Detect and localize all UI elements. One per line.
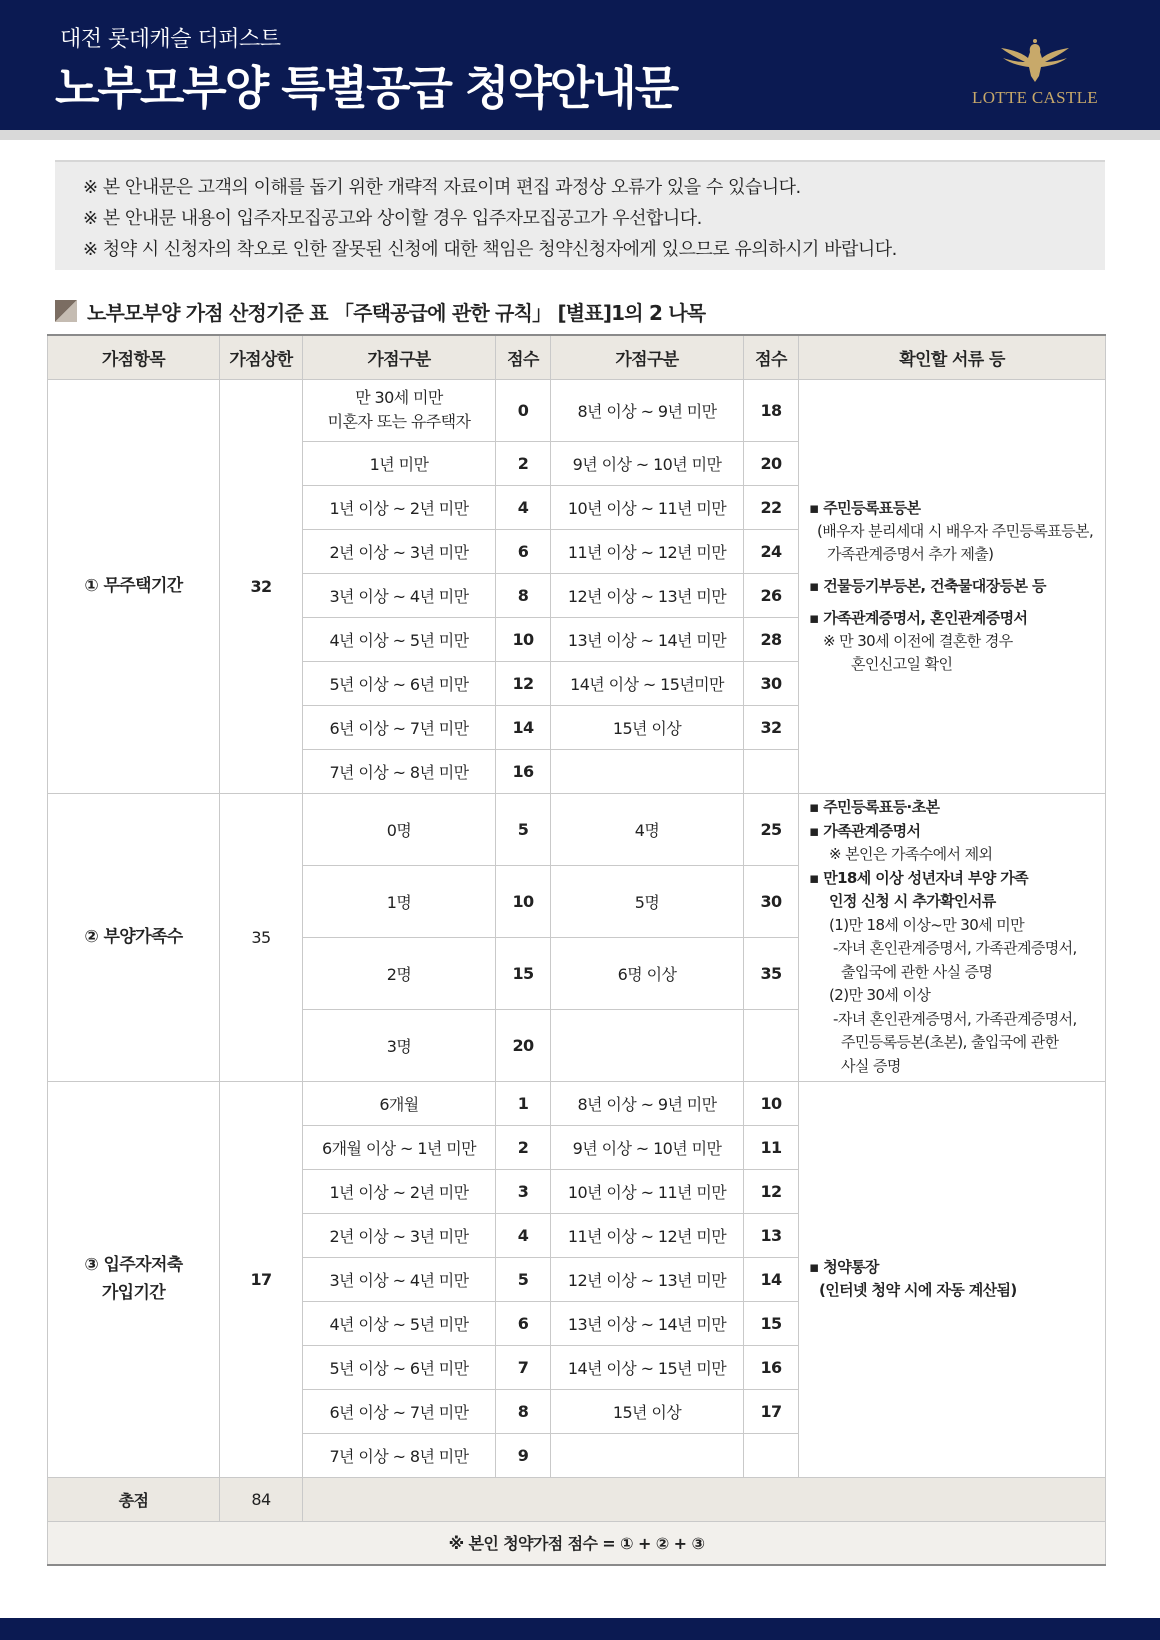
category-cell: 9년 이상 ~ 10년 미만 <box>551 1125 744 1169</box>
category-cell: 2년 이상 ~ 3년 미만 <box>303 529 496 573</box>
score-cell: 14 <box>496 705 551 749</box>
score-cell: 15 <box>744 1301 799 1345</box>
doc-note: 사실 증명 <box>841 1056 901 1075</box>
docs-savings-period <box>799 1081 1106 1477</box>
doc-item: ▪ 청약통장 <box>809 1258 879 1276</box>
section-heading <box>55 296 705 326</box>
category-cell: 12년 이상 ~ 13년 미만 <box>551 573 744 617</box>
category-cell: 14년 이상 ~ 15년미만 <box>551 661 744 705</box>
category-cell <box>551 749 744 793</box>
score-cell: 12 <box>744 1169 799 1213</box>
category-cell: 10년 이상 ~ 11년 미만 <box>551 485 744 529</box>
score-cell: 8 <box>496 1389 551 1433</box>
category-cell: 3년 이상 ~ 4년 미만 <box>303 1257 496 1301</box>
category-cell: 6개월 <box>303 1081 496 1125</box>
column-header: 가점구분 <box>303 335 496 379</box>
eagle-icon <box>995 36 1075 84</box>
category-cell: 4년 이상 ~ 5년 미만 <box>303 617 496 661</box>
category-cell: 5년 이상 ~ 6년 미만 <box>303 661 496 705</box>
score-cell: 13 <box>744 1213 799 1257</box>
category-cell: 4년 이상 ~ 5년 미만 <box>303 1301 496 1345</box>
category-cell: 5년 이상 ~ 6년 미만 <box>303 1345 496 1389</box>
score-cell: 1 <box>496 1081 551 1125</box>
category-cell: 6개월 이상 ~ 1년 미만 <box>303 1125 496 1169</box>
category-cell: 11년 이상 ~ 12년 미만 <box>551 529 744 573</box>
notice-line: ※ 본 안내문은 고객의 이해를 돕기 위한 개략적 자료이며 편집 과정상 오류가 있을 수 있습니다. <box>83 177 801 198</box>
column-header: 점수 <box>496 335 551 379</box>
category-cell: 2명 <box>303 937 496 1009</box>
score-cell: 11 <box>744 1125 799 1169</box>
score-cell: 5 <box>496 793 551 865</box>
score-cell: 20 <box>744 441 799 485</box>
doc-note: (배우자 분리세대 시 배우자 주민등록표등본, <box>817 521 1094 540</box>
doc-item: ▪ 주민등록표등본 <box>809 498 921 517</box>
score-cell: 3 <box>496 1169 551 1213</box>
category-cell: 12년 이상 ~ 13년 미만 <box>551 1257 744 1301</box>
category-cell <box>551 1433 744 1477</box>
category-cell: 15년 이상 <box>551 705 744 749</box>
category-cell: 6년 이상 ~ 7년 미만 <box>303 1389 496 1433</box>
category-cell: 6년 이상 ~ 7년 미만 <box>303 705 496 749</box>
score-formula: ※ 본인 청약가점 점수 = ① + ② + ③ <box>48 1521 1106 1565</box>
category-cell <box>551 1009 744 1081</box>
total-value: 84 <box>220 1477 303 1521</box>
score-cell: 0 <box>496 379 551 441</box>
score-cell: 24 <box>744 529 799 573</box>
score-cell: 2 <box>496 441 551 485</box>
score-cell: 10 <box>496 617 551 661</box>
category-cell: 4명 <box>551 793 744 865</box>
score-cell: 15 <box>496 937 551 1009</box>
score-cell: 30 <box>744 661 799 705</box>
score-cell: 16 <box>744 1345 799 1389</box>
item-dependents: ② 부양가족수 <box>48 793 220 1081</box>
score-cell: 6 <box>496 1301 551 1345</box>
score-cell: 30 <box>744 865 799 937</box>
footer-bar <box>0 1618 1160 1640</box>
notice-line: ※ 본 안내문 내용이 입주자모집공고와 상이할 경우 입주자모집공고가 우선합니다. <box>83 208 702 229</box>
category-cell: 11년 이상 ~ 12년 미만 <box>551 1213 744 1257</box>
score-cell: 6 <box>496 529 551 573</box>
doc-note: 주민등록등본(초본), 출입국에 관한 <box>841 1033 1059 1051</box>
doc-item: ▪ 주민등록표등·초본 <box>809 798 940 816</box>
score-cell <box>744 1009 799 1081</box>
score-cell: 35 <box>744 937 799 1009</box>
total-label: 총점 <box>48 1477 220 1521</box>
doc-note: 가족관계증명서 추가 제출) <box>827 544 994 563</box>
score-cell: 9 <box>496 1433 551 1477</box>
score-cell: 14 <box>744 1257 799 1301</box>
score-cell: 17 <box>744 1389 799 1433</box>
header-divider <box>0 130 1160 140</box>
score-cell: 18 <box>744 379 799 441</box>
score-cell: 32 <box>744 705 799 749</box>
column-header: 가점항목 <box>48 335 220 379</box>
category-cell: 0명 <box>303 793 496 865</box>
doc-item: ▪ 가족관계증명서 <box>809 821 921 840</box>
score-cell: 2 <box>496 1125 551 1169</box>
category-cell: 5명 <box>551 865 744 937</box>
item-savings-period <box>48 1081 220 1477</box>
item-label: 가입기간 <box>101 1283 166 1303</box>
category-cell: 10년 이상 ~ 11년 미만 <box>551 1169 744 1213</box>
page-title: 노부모부양 특별공급 청약안내문 <box>55 61 678 115</box>
notice-line: ※ 청약 시 신청자의 착오로 인한 잘못된 신청에 대한 책임은 청약신청자에게 있으므로 유의하시기 바랍니다. <box>83 239 897 260</box>
docs-dependents <box>799 793 1106 1081</box>
doc-item: ▪ 만18세 이상 성년자녀 부양 가족 <box>809 868 1029 887</box>
score-table <box>47 334 1106 1566</box>
column-header: 점수 <box>744 335 799 379</box>
doc-note: 출입국에 관한 사실 증명 <box>841 962 993 981</box>
header-banner <box>0 0 1160 130</box>
score-cell: 28 <box>744 617 799 661</box>
notice-box <box>55 160 1105 270</box>
doc-note: ※ 본인은 가족수에서 제외 <box>829 845 993 863</box>
cap-dependents: 35 <box>220 793 303 1081</box>
cap-savings-period: 17 <box>220 1081 303 1477</box>
doc-note: 혼인신고일 확인 <box>851 654 953 673</box>
item-label: ③ 입주자저축 <box>84 1255 183 1275</box>
score-cell <box>744 1433 799 1477</box>
category-cell: 9년 이상 ~ 10년 미만 <box>551 441 744 485</box>
score-cell: 20 <box>496 1009 551 1081</box>
section-title: 노부모부양 가점 산정기준 표 「주택공급에 관한 규칙」 [별표]1의 2 나목 <box>87 300 706 325</box>
doc-note: -자녀 혼인관계증명서, 가족관계증명서, <box>833 1009 1077 1028</box>
score-cell: 7 <box>496 1345 551 1389</box>
score-cell: 4 <box>496 485 551 529</box>
column-header: 가점구분 <box>551 335 744 379</box>
doc-item: ▪ 건물등기부등본, 건축물대장등본 등 <box>809 576 1046 595</box>
category-cell: 13년 이상 ~ 14년 미만 <box>551 617 744 661</box>
score-cell: 12 <box>496 661 551 705</box>
logo-text: LOTTE CASTLE <box>972 88 1098 107</box>
category-cell: 1명 <box>303 865 496 937</box>
doc-note: (2)만 30세 이상 <box>829 986 931 1004</box>
score-cell: 5 <box>496 1257 551 1301</box>
column-header: 확인할 서류 등 <box>799 335 1106 379</box>
score-cell: 4 <box>496 1213 551 1257</box>
category-label: 미혼자 또는 유주택자 <box>327 412 471 431</box>
project-name: 대전 롯데캐슬 더퍼스트 <box>60 27 281 52</box>
doc-note: -자녀 혼인관계증명서, 가족관계증명서, <box>833 939 1077 957</box>
cap-homeless-period: 32 <box>220 379 303 793</box>
category-cell <box>303 379 496 441</box>
score-cell: 22 <box>744 485 799 529</box>
column-header: 가점상한 <box>220 335 303 379</box>
category-cell: 2년 이상 ~ 3년 미만 <box>303 1213 496 1257</box>
category-cell: 3명 <box>303 1009 496 1081</box>
total-row <box>48 1477 1106 1521</box>
score-cell: 26 <box>744 573 799 617</box>
category-label: 만 30세 미만 <box>355 388 443 407</box>
score-cell: 10 <box>496 865 551 937</box>
score-cell: 10 <box>744 1081 799 1125</box>
score-cell: 8 <box>496 573 551 617</box>
category-cell: 1년 이상 ~ 2년 미만 <box>303 485 496 529</box>
category-cell: 7년 이상 ~ 8년 미만 <box>303 749 496 793</box>
category-cell: 6명 이상 <box>551 937 744 1009</box>
category-cell: 3년 이상 ~ 4년 미만 <box>303 573 496 617</box>
category-cell: 1년 이상 ~ 2년 미만 <box>303 1169 496 1213</box>
category-cell: 1년 미만 <box>303 441 496 485</box>
category-cell: 13년 이상 ~ 14년 미만 <box>551 1301 744 1345</box>
category-cell: 14년 이상 ~ 15년 미만 <box>551 1345 744 1389</box>
category-cell: 8년 이상 ~ 9년 미만 <box>551 379 744 441</box>
doc-note: (1)만 18세 이상~만 30세 미만 <box>829 915 1024 934</box>
total-blank <box>303 1477 1106 1521</box>
docs-homeless-period <box>799 379 1106 793</box>
table-row <box>48 1081 1106 1125</box>
table-row <box>48 793 1106 865</box>
category-cell: 8년 이상 ~ 9년 미만 <box>551 1081 744 1125</box>
table-row <box>48 379 1106 441</box>
formula-row <box>48 1521 1106 1565</box>
score-cell: 16 <box>496 749 551 793</box>
item-homeless-period: ① 무주택기간 <box>48 379 220 793</box>
lotte-castle-logo <box>965 36 1105 110</box>
doc-note: ※ 만 30세 이전에 결혼한 경우 <box>823 631 1013 650</box>
score-cell: 25 <box>744 793 799 865</box>
table-header-row <box>48 335 1106 379</box>
category-cell: 7년 이상 ~ 8년 미만 <box>303 1433 496 1477</box>
score-cell <box>744 749 799 793</box>
doc-note: (인터넷 청약 시에 자동 계산됨) <box>819 1281 1017 1299</box>
doc-item: 인정 신청 시 추가확인서류 <box>829 892 996 910</box>
category-cell: 15년 이상 <box>551 1389 744 1433</box>
doc-item: ▪ 가족관계증명서, 혼인관계증명서 <box>809 608 1028 627</box>
section-marker-icon <box>55 300 77 322</box>
